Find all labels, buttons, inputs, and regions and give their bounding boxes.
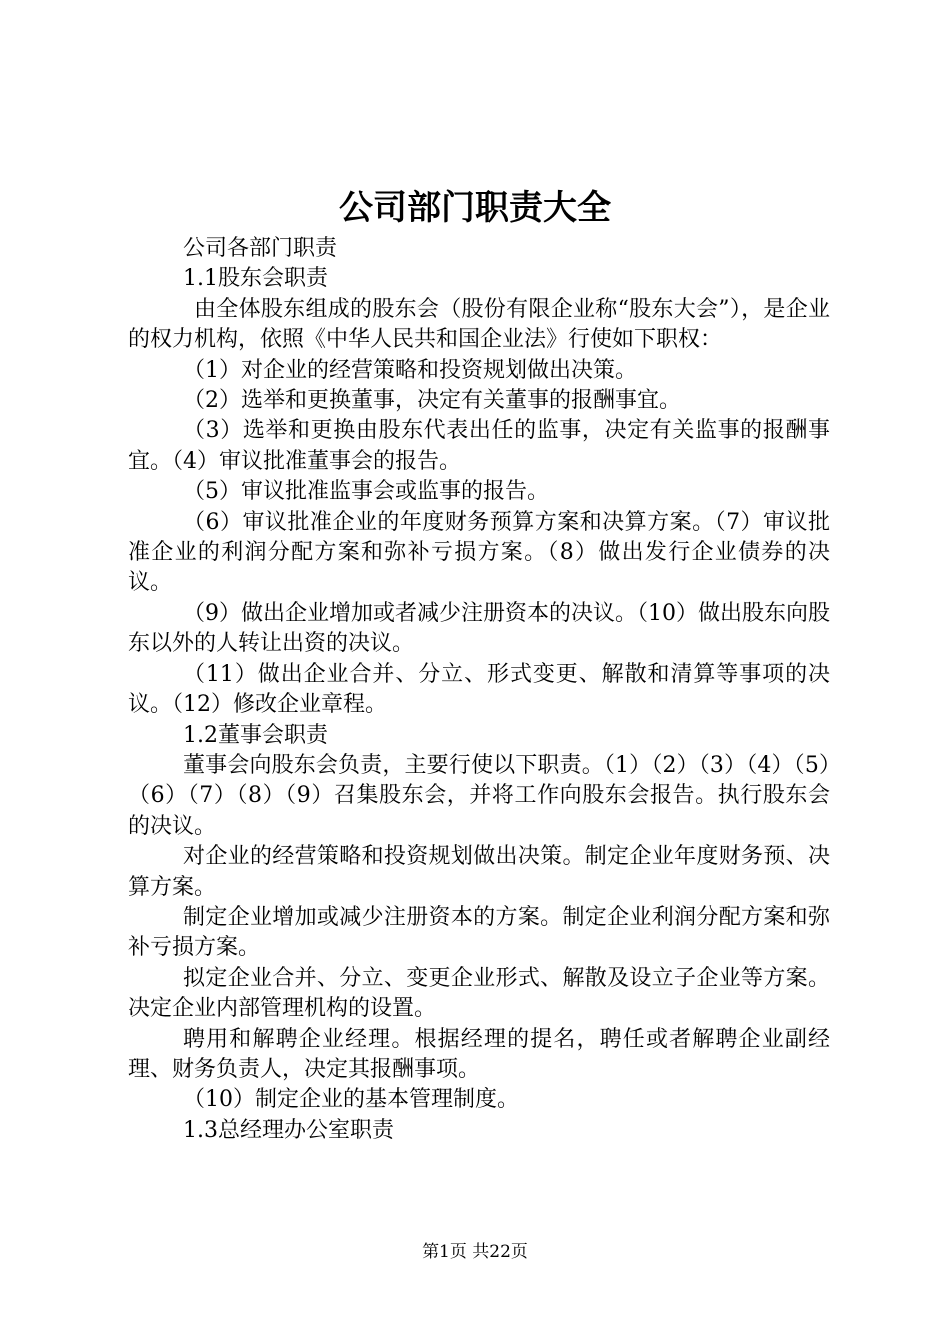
paragraph-intro: 公司各部门职责 (183, 236, 338, 261)
paragraph: （6）审议批准企业的年度财务预算方案和决算方案。（7）审议批准企业的利润分配方案和弥补亏损方案。（8）做出发行企业债券的决议。 (128, 509, 830, 596)
paragraph: （3）选举和更换由股东代表出任的监事，决定有关监事的报酬事宜。（4）审议批准董事会的报告。 (128, 418, 830, 474)
paragraph: （9）做出企业增加或者减少注册资本的决议。（10）做出股东向股东以外的人转让出资的决议。 (128, 600, 830, 657)
section-heading-1-2: 1.2董事会职责 (183, 722, 328, 748)
page-number-footer: 第1页 共22页 (422, 1242, 528, 1262)
paragraph: 由全体股东组成的股东会（股份有限企业称“股东大会”），是企业的权力机构，依照《中华人民共和国企业法》行使如下职权： (128, 296, 830, 353)
paragraph: （1）对企业的经营策略和投资规划做出决策。 (183, 357, 637, 383)
paragraph: 董事会向股东会负责，主要行使以下职责。（1）（2）（3）（4）（5）（6）（7）（8）（9）召集股东会，并将工作向股东会报告。执行股东会的决议。 (128, 752, 830, 839)
paragraph: 拟定企业合并、分立、变更企业形式、解散及设立子企业等方案。决定企业内部管理机构的设置。 (128, 965, 830, 1022)
paragraph: （11）做出企业合并、分立、形式变更、解散和清算等事项的决议。（12）修改企业章程。 (128, 661, 830, 718)
paragraph: 聘用和解聘企业经理。根据经理的提名，聘任或者解聘企业副经理、财务负责人，决定其报酬事项。 (128, 1026, 830, 1082)
paragraph: 制定企业增加或减少注册资本的方案。制定企业利润分配方案和弥补亏损方案。 (128, 904, 830, 961)
paragraph: （2）选举和更换董事，决定有关董事的报酬事宜。 (183, 388, 681, 414)
section-heading-1-1: 1.1股东会职责 (183, 266, 328, 292)
paragraph: 对企业的经营策略和投资规划做出决策。制定企业年度财务预、决算方案。 (128, 844, 830, 900)
section-heading-1-3: 1.3总经理办公室职责 (183, 1117, 394, 1143)
document-title: 公司部门职责大全 (339, 188, 611, 228)
paragraph: （5）审议批准监事会或监事的报告。 (183, 479, 549, 505)
document-body (128, 234, 830, 1146)
paragraph: （10）制定企业的基本管理制度。 (183, 1087, 519, 1113)
